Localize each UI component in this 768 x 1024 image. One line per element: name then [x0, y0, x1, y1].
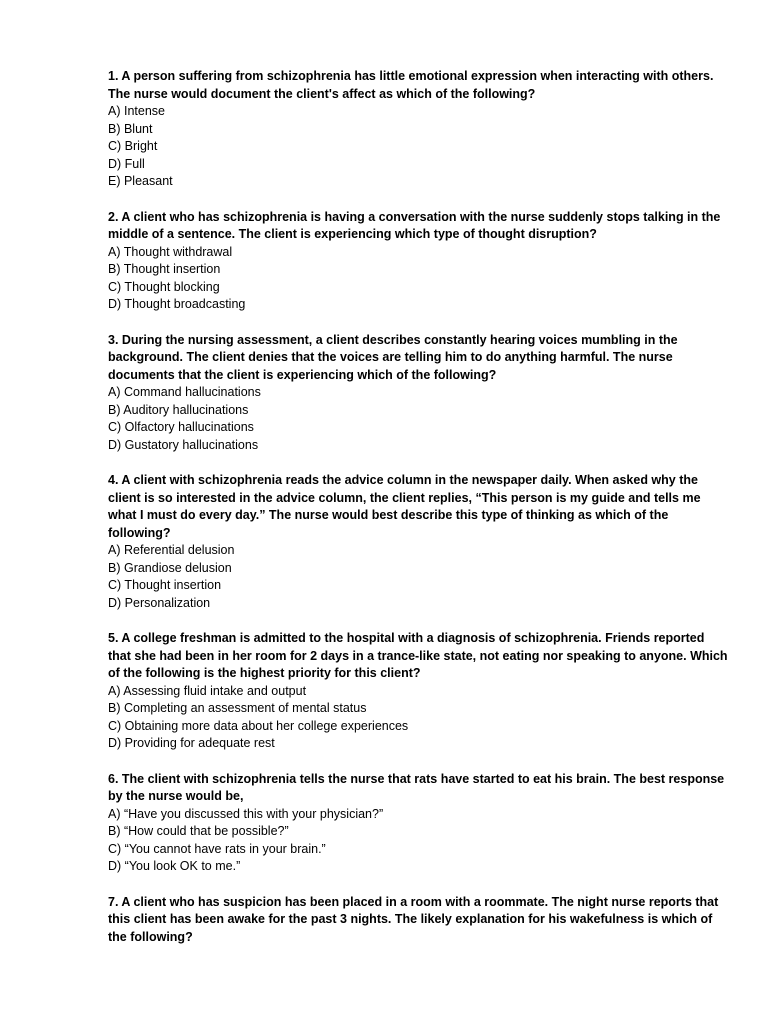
answer-option: C) Bright [108, 139, 158, 153]
answer-option: A) Assessing fluid intake and output [108, 683, 307, 698]
answer-options [108, 384, 728, 454]
answer-option: B) Grandiose delusion [108, 560, 232, 575]
question-stem: 5. A college freshman is admitted to the hospital with a diagnosis of schizophrenia. Friends reported that she had been in her room for 2 days in a trance-like state, not eating nor speaking to anyone. Which of the following is the highest priority for this client? [108, 631, 728, 680]
answer-options [108, 806, 728, 876]
question-stem: 3. During the nursing assessment, a client describes constantly hearing voices mumbling in the background. The client denies that the voices are telling him to do anything harmful. The nurse documents that the client is experiencing which of the following? [108, 332, 678, 382]
answer-option: A) Referential delusion [108, 543, 235, 557]
answer-option: D) Thought broadcasting [108, 297, 246, 311]
answer-option: C) Thought insertion [108, 578, 222, 592]
answer-option: C) Obtaining more data about her college experiences [108, 718, 409, 733]
question-6 [108, 771, 728, 876]
answer-option: A) “Have you discussed this with your physician?” [108, 806, 384, 821]
question-2 [108, 209, 728, 314]
question-stem: 7. A client who has suspicion has been placed in a room with a roommate. The night nurse reports that this client has been awake for the past 3 nights. The likely explanation for his wakefulness is which of the following? [108, 894, 719, 944]
answer-option: D) Full [108, 156, 145, 171]
answer-option: C) “You cannot have rats in your brain.” [108, 841, 326, 856]
answer-option: D) Gustatory hallucinations [108, 437, 259, 452]
answer-option: D) Personalization [108, 595, 211, 610]
answer-option: C) Thought blocking [108, 279, 220, 294]
question-stem: 2. A client who has schizophrenia is having a conversation with the nurse suddenly stops talking in the middle of a sentence. The client is experiencing which type of thought disruption? [108, 209, 721, 241]
answer-option: A) Intense [108, 104, 165, 118]
question-stem: 4. A client with schizophrenia reads the advice column in the newspaper daily. When asked why the client is so interested in the advice column, the client replies, “This person is my guide and tells me what I must do every day.” The nurse would best describe this type of thinking as which of the following? [108, 473, 701, 540]
question-5 [108, 630, 728, 753]
answer-option: A) Command hallucinations [108, 385, 261, 399]
answer-options [108, 103, 728, 191]
answer-option: A) Thought withdrawal [108, 244, 233, 259]
document-page [108, 68, 728, 964]
question-4 [108, 472, 728, 612]
answer-options [108, 244, 728, 314]
answer-options [108, 683, 728, 753]
question-stem: 6. The client with schizophrenia tells the nurse that rats have started to eat his brain. The best response by the nurse would be, [108, 771, 725, 803]
answer-option: C) Olfactory hallucinations [108, 420, 254, 434]
answer-option: D) Providing for adequate rest [108, 736, 275, 750]
question-3 [108, 332, 728, 455]
question-7 [108, 894, 728, 947]
answer-options [108, 542, 728, 612]
answer-option: E) Pleasant [108, 174, 173, 188]
answer-option: B) Completing an assessment of mental status [108, 701, 367, 715]
answer-option: B) Blunt [108, 121, 153, 136]
answer-option: B) Thought insertion [108, 262, 221, 276]
question-1 [108, 68, 728, 191]
answer-option: D) “You look OK to me.” [108, 859, 241, 873]
answer-option: B) “How could that be possible?” [108, 824, 289, 838]
answer-option: B) Auditory hallucinations [108, 402, 249, 417]
question-stem: 1. A person suffering from schizophrenia has little emotional expression when interacting with others. The nurse would document the client's affect as which of the following? [108, 69, 714, 101]
